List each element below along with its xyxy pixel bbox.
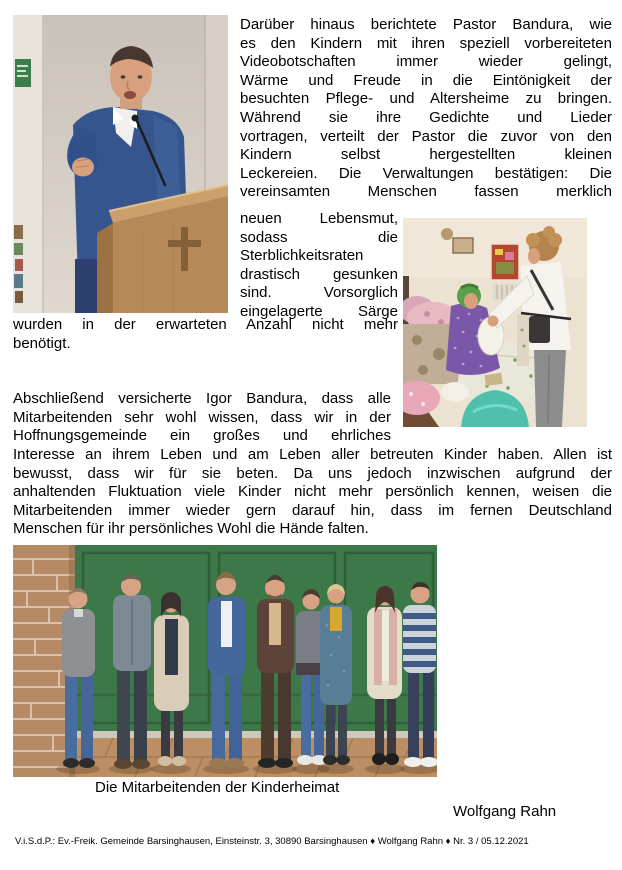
text-line: Hoffnungsgemeinde ein großes und ehrliches [13, 427, 391, 445]
text-line: Sterblichkeitsraten [240, 247, 364, 265]
text-line: Abschließend versicherte Igor Bandura, dass alle [13, 390, 391, 407]
photo-caption: Die Mitarbeitenden der Kinderheimat [95, 779, 340, 796]
imprint-line: V.i.S.d.P.: Ev.-Freik. Gemeinde Barsinghausen, Einsteinstr. 3, 30890 Barsinghausen ♦ Wolfgang Rahn ♦ Nr. 3 / 05.12.2021 [15, 836, 529, 847]
text-line: sodass die [240, 228, 398, 246]
text-line: anhaltenden Fluktuation viele Kinder nicht mehr persönlich kennen, weisen die [13, 483, 612, 501]
roll-up-banner [13, 15, 43, 313]
text-line: Kindern selbst hergestellten kleinen [240, 146, 612, 164]
text-line: vereinsamten Menschen fassen merklich [240, 183, 612, 201]
text-line: eingelagerte Särge [240, 302, 398, 320]
text-line: Leckereien. Die Verwaltungen bestätigen: Die [240, 164, 612, 182]
paragraph-1-narrow-column [240, 210, 398, 322]
pastor-speech-photo [13, 15, 228, 313]
text-line: es den Kindern mit ihren speziell vorbereiteten [240, 34, 612, 52]
text-line: Während sie ihre Gedichte und Lieder [240, 108, 612, 126]
text-line: Mitarbeitenden sehr wohl wissen, dass wir in der [13, 408, 391, 426]
paragraph-1-bottom [13, 316, 398, 353]
paragraph-1-column [240, 16, 612, 202]
text-line: Interesse an ihrem Leben und am Leben aller betreuten Kinder haben. Allen ist [13, 446, 612, 463]
text-line: neuen Lebensmut, [240, 210, 398, 227]
paragraph-2-wide [13, 446, 612, 539]
text-line: benötigt. [13, 334, 71, 352]
text-line: Mitarbeitenden immer wieder gern darauf hin, dass im fernen Deutschland [13, 501, 612, 519]
paragraph-2-narrow [13, 390, 391, 446]
text-line: Wärme und Freude in die Eintönigkeit der [240, 71, 612, 89]
care-home-visit-photo [403, 218, 587, 427]
text-line: Darüber hinaus berichtete Pastor Bandura, wie [240, 16, 612, 33]
text-line: vortragen, verteilt der Pastor die zuvor von den [240, 127, 612, 145]
text-line: besuchten Pflege- und Altersheime zu bringen. [240, 90, 612, 108]
text-line: drastisch gesunken [240, 265, 398, 283]
text-line: wurden in der erwarteten Anzahl nicht mehr [13, 316, 398, 333]
text-line: Menschen für ihr persönliches Wohl die Hände falten. [13, 520, 369, 538]
staff-group-photo [13, 545, 437, 777]
text-line: sind. Vorsorglich [240, 284, 398, 302]
text-line: bewusst, dass wir für sie beten. Da uns jedoch inzwischen aufgrund der [13, 464, 612, 482]
text-line: Videobotschaften immer wieder gelingt, [240, 53, 612, 71]
author-signature: Wolfgang Rahn [453, 803, 557, 820]
